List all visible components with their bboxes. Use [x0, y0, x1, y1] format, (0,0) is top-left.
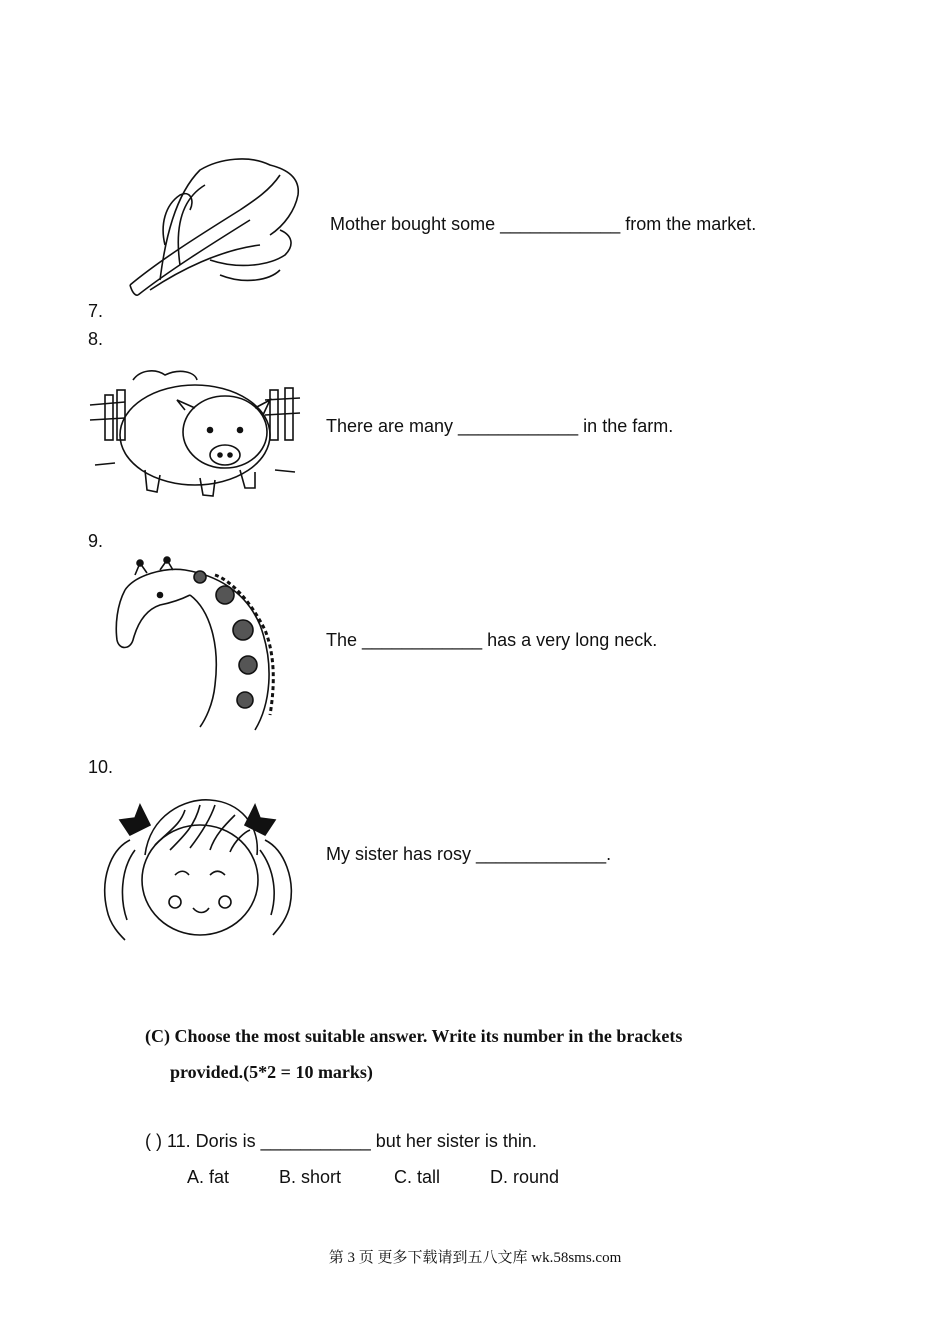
item-9-number: 9.: [88, 531, 104, 551]
item-8-sentence: There are many ____________ in the farm.: [326, 416, 674, 436]
pig-picture: [85, 360, 310, 510]
girl-picture: [95, 790, 305, 945]
item-10-number: 10.: [88, 757, 114, 777]
item-10-sentence: My sister has rosy _____________.: [326, 844, 612, 864]
giraffe-picture: [105, 555, 315, 735]
page-footer: 第 3 页 更多下载请到五八文库 wk.58sms.com: [328, 1250, 622, 1266]
item-8-number: 8.: [88, 329, 104, 349]
question-11-option-c: C. tall: [394, 1167, 441, 1187]
question-11-text: ( ) 11. Doris is ___________ but her sister is thin.: [145, 1131, 537, 1151]
lettuce-picture: [120, 150, 310, 305]
question-11-option-d: D. round: [490, 1167, 560, 1187]
item-7-number: 7.: [88, 301, 104, 321]
section-c-instruction-line2: provided.(5*2 = 10 marks): [170, 1062, 373, 1082]
section-c-instruction-line1: (C) Choose the most suitable answer. Write its number in the brackets: [145, 1026, 683, 1046]
item-7-sentence: Mother bought some ____________ from the market.: [330, 214, 757, 234]
item-9-sentence: The ____________ has a very long neck.: [326, 630, 658, 650]
question-11-option-b: B. short: [279, 1167, 342, 1187]
question-11-option-a: A. fat: [187, 1167, 230, 1187]
